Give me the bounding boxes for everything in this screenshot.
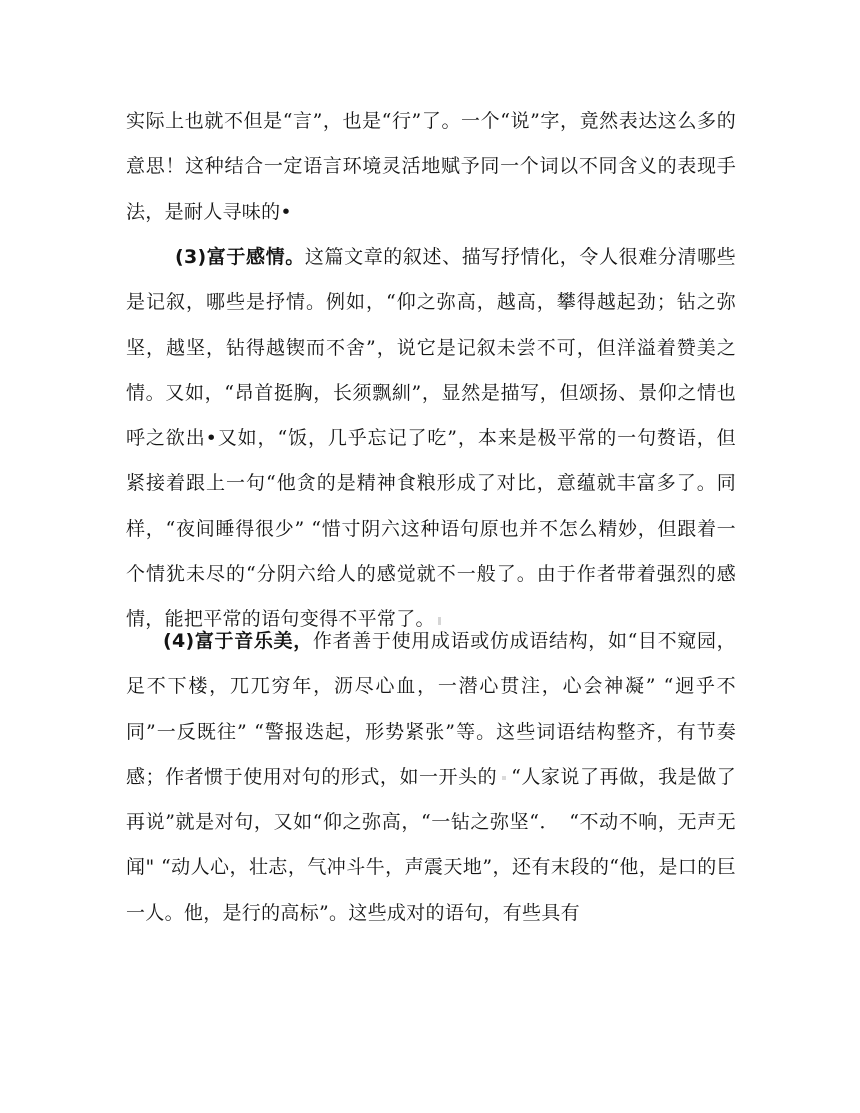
- section-heading-4: (4)富于音乐美，: [163, 630, 313, 652]
- paragraph-3: [126, 619, 736, 936]
- section-heading-3: (3)富于感情。: [175, 246, 305, 268]
- paragraph-3-text-part-2: “人家说了再做，我是做了再说”就是对句，又如“仰之弥高，“一钻之弥坚“． “不动不响，无声无闻" “动人心，壮志，气冲斗牛，声震天地”，还有末段的“他，是口的巨一人。他，是行的高标”。这些成对的语句，有些具有: [126, 765, 736, 924]
- scan-mark: [502, 776, 506, 780]
- paragraph-2-text: 这篇文章的叙述、描写抒情化，令人很难分清哪些是记叙，哪些是抒情。例如，“仰之弥高，越高，攀得越起劲；钻之弥坚，越坚，钻得越锲而不舍”，说它是记叙未尝不可，但洋溢着赞美之情。又如，“昂首挺胸，长须飘紃”，显然是描写，但颂扬、景仰之情也呼之欲出•又如，“饭，几乎忘记了吃”，本来是极平常的一句赘语，但紧接着跟上一句“他贪的是精神食粮形成了对比，意蕴就丰富多了。同样，“夜间睡得很少” “惜寸阴六这种语句原也并不怎么精妙，但跟着一个情犹未尽的“分阴六给人的感觉就不一般了。由于作者带着强烈的感情，能把平常的语句变得不平常了。: [126, 246, 736, 631]
- paragraph-1-text: 实际上也就不但是“言”，也是“行”了。一个“说”字，竟然表达这么多的意思！这种结合一定语言环境灵活地赋予同一个词以不同含义的表现手法，是耐人寻味的•: [126, 110, 736, 223]
- paragraph-3-text-part-1: 作者善于使用成语或仿成语结构，如“目不窥园，足不下楼，兀兀穷年，沥尽心血，一潜心贯注，心会神凝” “迥乎不同”一反既往” “警报迭起，形势紧张”等。这些词语结构整齐，有节奏感；作者惯于使用对句的形式，如一开头的: [126, 630, 736, 788]
- paragraph-1: [126, 99, 736, 235]
- paragraph-2: [126, 235, 736, 643]
